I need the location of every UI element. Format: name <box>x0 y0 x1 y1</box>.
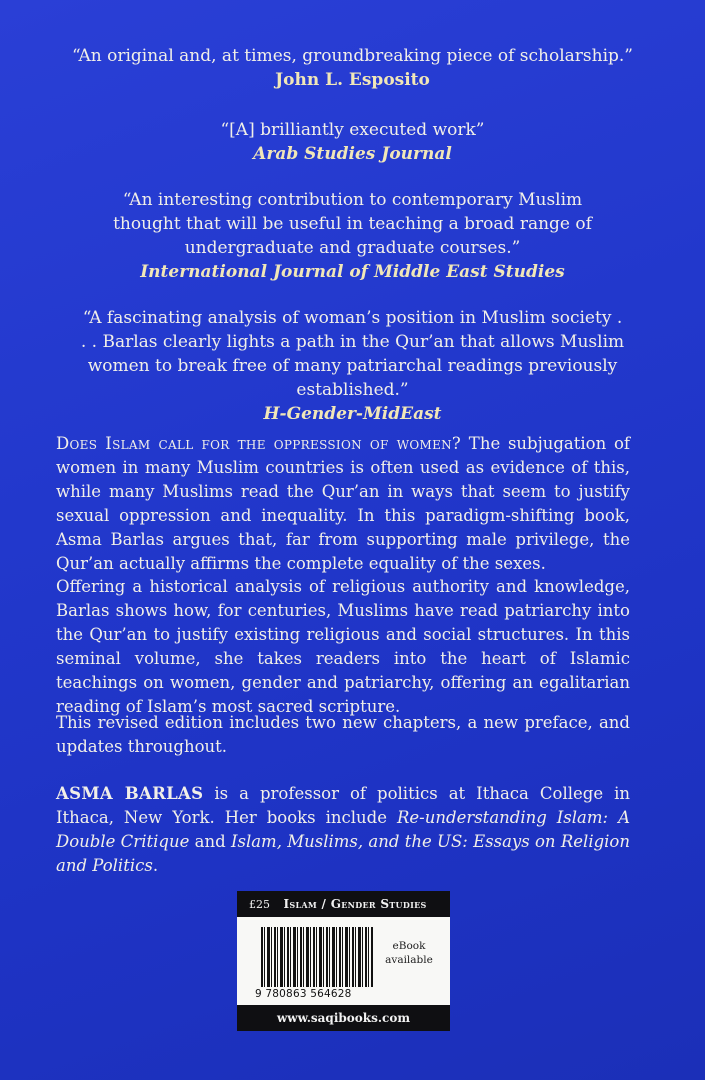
quote-source: John L. Esposito <box>275 70 430 90</box>
quote-source: Arab Studies Journal <box>253 144 452 164</box>
review-quote <box>60 118 645 166</box>
book-title: Re-understanding Islam: A Double Critique <box>56 808 630 851</box>
publisher-website: www.saqibooks.com <box>237 1005 450 1031</box>
review-quote <box>110 188 595 284</box>
author-bio-text: and <box>189 832 231 851</box>
quote-source: International Journal of Middle East Studies <box>140 262 565 282</box>
barcode-panel <box>237 891 450 1031</box>
ebook-label: eBook <box>392 940 426 952</box>
price: £25 <box>249 898 270 911</box>
author-bio-text: . <box>152 856 159 875</box>
quote-text: “An interesting contribution to contemporary Muslim thought that will be useful in teaching a broad range of undergraduate and graduate courses.” <box>113 190 592 258</box>
ebook-availability: available <box>385 954 433 966</box>
author-name: ASMA BARLAS <box>56 784 204 803</box>
category: Islam / Gender Studies <box>283 897 427 911</box>
quote-source: H-Gender-MidEast <box>263 404 442 424</box>
quote-text: “An original and, at times, groundbreaking piece of scholarship.” <box>71 46 633 66</box>
review-quote <box>80 306 625 426</box>
description-paragraph <box>56 432 630 576</box>
author-bio-text: is a professor of politics at Ithaca College in Ithaca, New York. Her books include <box>56 784 630 827</box>
book-title: Islam, Muslims, and the US: Essays on Religion and Politics <box>56 832 630 875</box>
edition-note: This revised edition includes two new chapters, a new preface, and updates throughout. <box>56 713 630 756</box>
author-bio <box>56 782 630 878</box>
barcode-area <box>237 917 450 1005</box>
description-paragraph: Offering a historical analysis of religious authority and knowledge, Barlas shows how, for centuries, Muslims have read patriarchy into the Qur’an to justify existing religious and social structures. In this seminal volume, she takes readers into the heart of Islamic teachings on women, gender and patriarchy, offering an egalitarian reading of Islam’s most sacred scripture. <box>56 577 630 716</box>
review-quote <box>60 44 645 92</box>
description-lead: Does Islam call for the oppression of women? <box>56 434 462 453</box>
isbn-number: 9 780863 564628 <box>255 988 352 1000</box>
ebook-note <box>379 939 439 967</box>
quote-text: “[A] brilliantly executed work” <box>220 120 485 140</box>
price-category-band <box>237 891 450 917</box>
description-text: The subjugation of women in many Muslim countries is often used as evidence of this, while many Muslims read the Qur’an in ways that seem to justify sexual oppression and inequality. In this paradigm-shifting book, Asma Barlas argues that, far from supporting male privilege, the Qur’an actually affirms the complete equality of the sexes. <box>56 434 630 573</box>
barcode-icon <box>261 927 373 987</box>
quote-text: “A fascinating analysis of woman’s position in Muslim society . . . Barlas clearly lights a path in the Qur’an that allows Muslim women to break free of many patriarchal readings previously established.” <box>80 308 625 400</box>
